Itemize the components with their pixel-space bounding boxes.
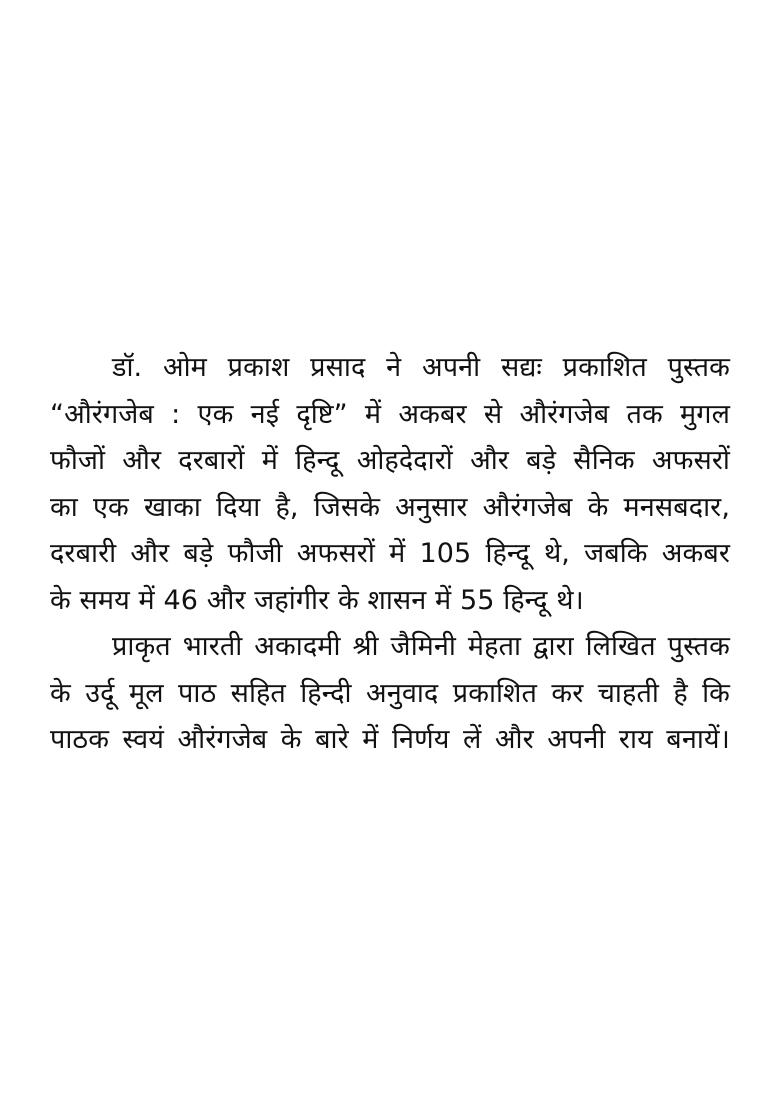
text-line: फौजों और दरबारों में हिन्दू ओहदेदारों और बड़े सैनिक अफसरों — [50, 445, 730, 476]
text-line: दरबारी और बड़े फौजी अफसरों में 105 हिन्दू थे, जबकि अकबर — [50, 538, 730, 569]
text-line: का एक खाका दिया है, जिसके अनुसार औरंगजेब के मनसबदार, — [50, 491, 730, 523]
text-line: के उर्दू मूल पाठ सहित हिन्दी अनुवाद प्रकाशित कर चाहती है कि — [50, 677, 730, 709]
paragraph-1 — [50, 345, 730, 624]
body-text — [50, 345, 730, 764]
paragraph-2 — [50, 624, 730, 764]
text-line: प्राकृत भारती अकादमी श्री जैमिनी मेहता द्वारा लिखित पुस्तक — [112, 631, 730, 662]
text-line: “औरंगजेब : एक नई दृष्टि” में अकबर से औरंगजेब तक मुगल — [50, 398, 730, 430]
text-line: पाठक स्वयं औरंगजेब के बारे में निर्णय लें और अपनी राय बनायें। — [50, 724, 730, 755]
text-line: के समय में 46 और जहांगीर के शासन में 55 हिन्दू थे। — [50, 584, 584, 616]
text-line: डॉ. ओम प्रकाश प्रसाद ने अपनी सद्यः प्रकाशित पुस्तक — [112, 352, 730, 383]
